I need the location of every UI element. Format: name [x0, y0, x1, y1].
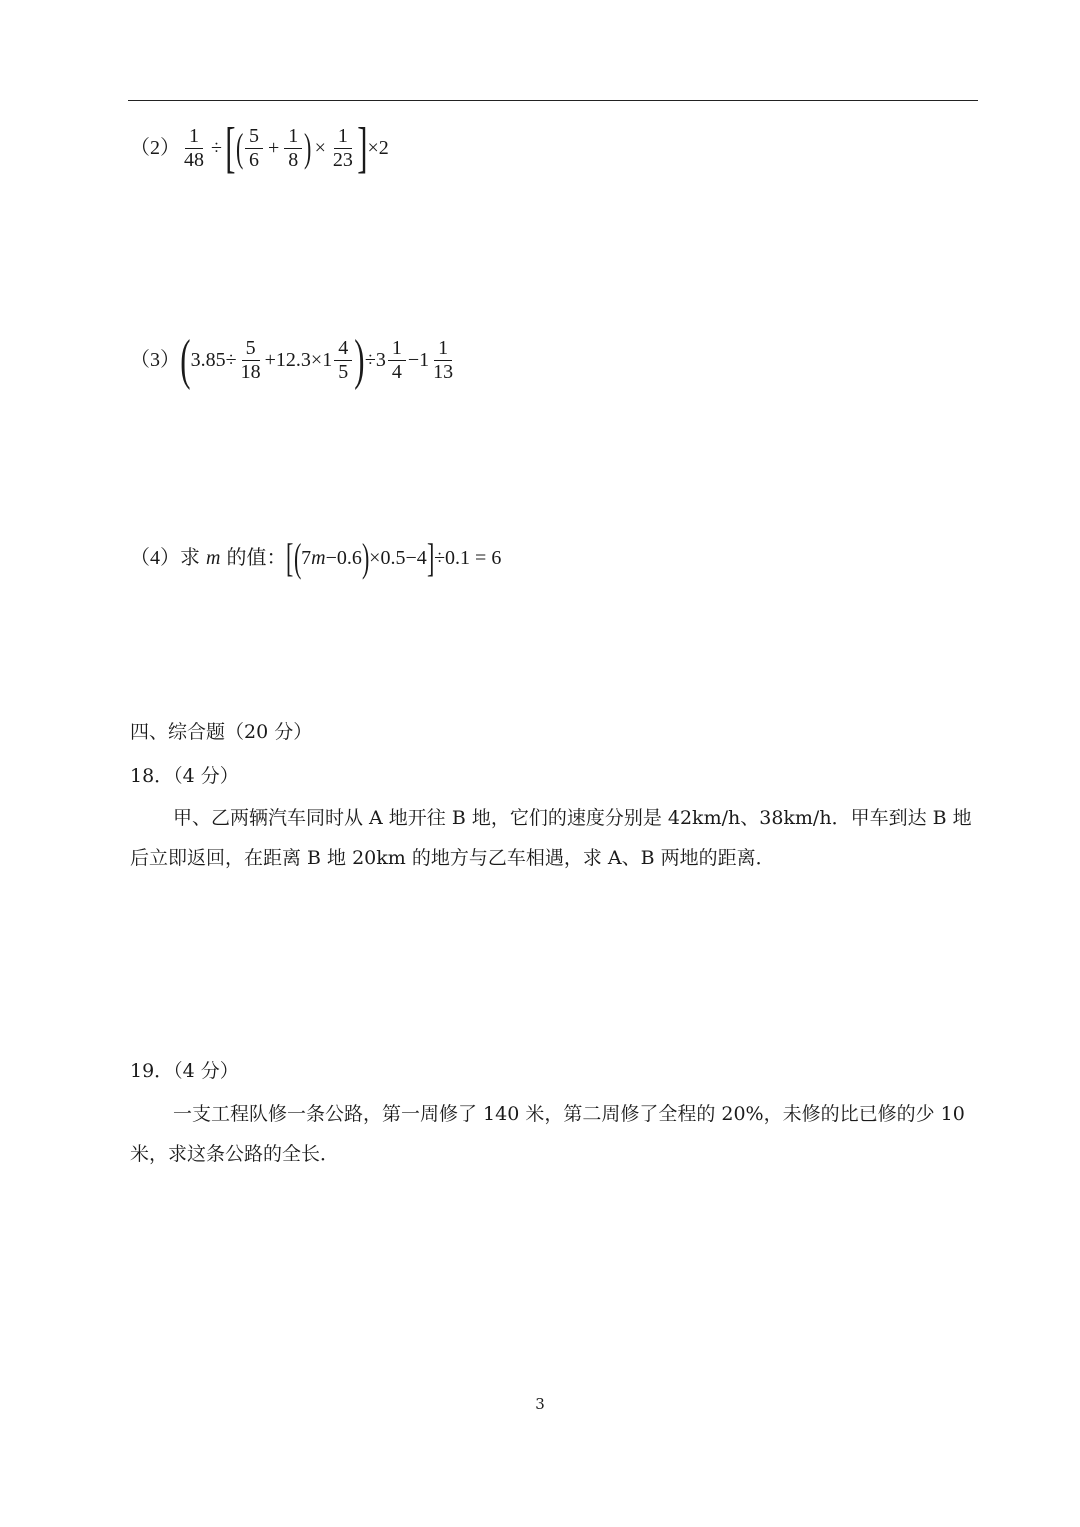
question-18-text: 甲、乙两辆汽车同时从 A 地开往 B 地，它们的速度分别是 42km/h、38km/h．甲车到达 B 地后立即返回，在距离 B 地 20km 的地方与乙车相遇，求 A、B 两地的距离． — [130, 807, 972, 869]
left-bracket: [ — [225, 117, 236, 179]
right-paren: ) — [354, 329, 365, 391]
right-paren: ) — [361, 535, 370, 580]
problem-3-label: （3） — [130, 349, 180, 371]
fraction: $\frac{1}{23}$ — [332, 124, 353, 171]
problem-2: （2） $\frac{1}{48}$ ÷ [ ( $\frac{5}{6}$ + $\frac{1}{8}$ ) × $\frac{1}{23}$ ] ×2 — [130, 117, 389, 179]
question-18-heading: 18．（4 分） — [130, 765, 239, 787]
fraction: $\frac{5}{6}$ — [245, 126, 263, 171]
header-rule — [128, 100, 978, 101]
fraction: $\frac{1}{13}$ — [433, 336, 454, 383]
fraction: $\frac{4}{5}$ — [334, 338, 352, 383]
fraction: $\frac{1}{4}$ — [388, 338, 406, 383]
problem-3: （3） ( 3.85÷ $\frac{5}{18}$ +12.3×1 $\frac{4}{5}$ ) ÷3 $\frac{1}{4}$ −1 $\frac{1}{13}$ — [130, 329, 454, 391]
right-bracket: ] — [357, 117, 368, 179]
problem-4: （4）求 m 的值： [ ( 7 m −0.6 ) ×0.5−4 ] ÷0.1 = 6 — [130, 535, 502, 580]
question-19-text: 一支工程队修一条公路，第一周修了 140 米，第二周修了全程的 20%，未修的比已修的少 10 米，求这条公路的全长． — [130, 1103, 965, 1165]
left-paren: ( — [180, 329, 191, 391]
fraction: $\frac{1}{8}$ — [284, 126, 302, 171]
fraction: $\frac{1}{48}$ — [184, 124, 204, 171]
right-bracket: ] — [426, 535, 435, 580]
left-bracket: [ — [286, 535, 294, 580]
right-paren: ) — [304, 125, 312, 170]
problem-4-label: （4）求 — [130, 547, 200, 569]
left-paren: ( — [293, 535, 302, 580]
section-heading: 四、综合题（20 分） — [130, 721, 313, 743]
problem-2-label: （2） — [130, 137, 180, 159]
page-number: 3 — [535, 1395, 545, 1413]
question-19-heading: 19．（4 分） — [130, 1060, 239, 1082]
fraction: $\frac{5}{18}$ — [240, 336, 261, 383]
left-paren: ( — [235, 125, 243, 170]
